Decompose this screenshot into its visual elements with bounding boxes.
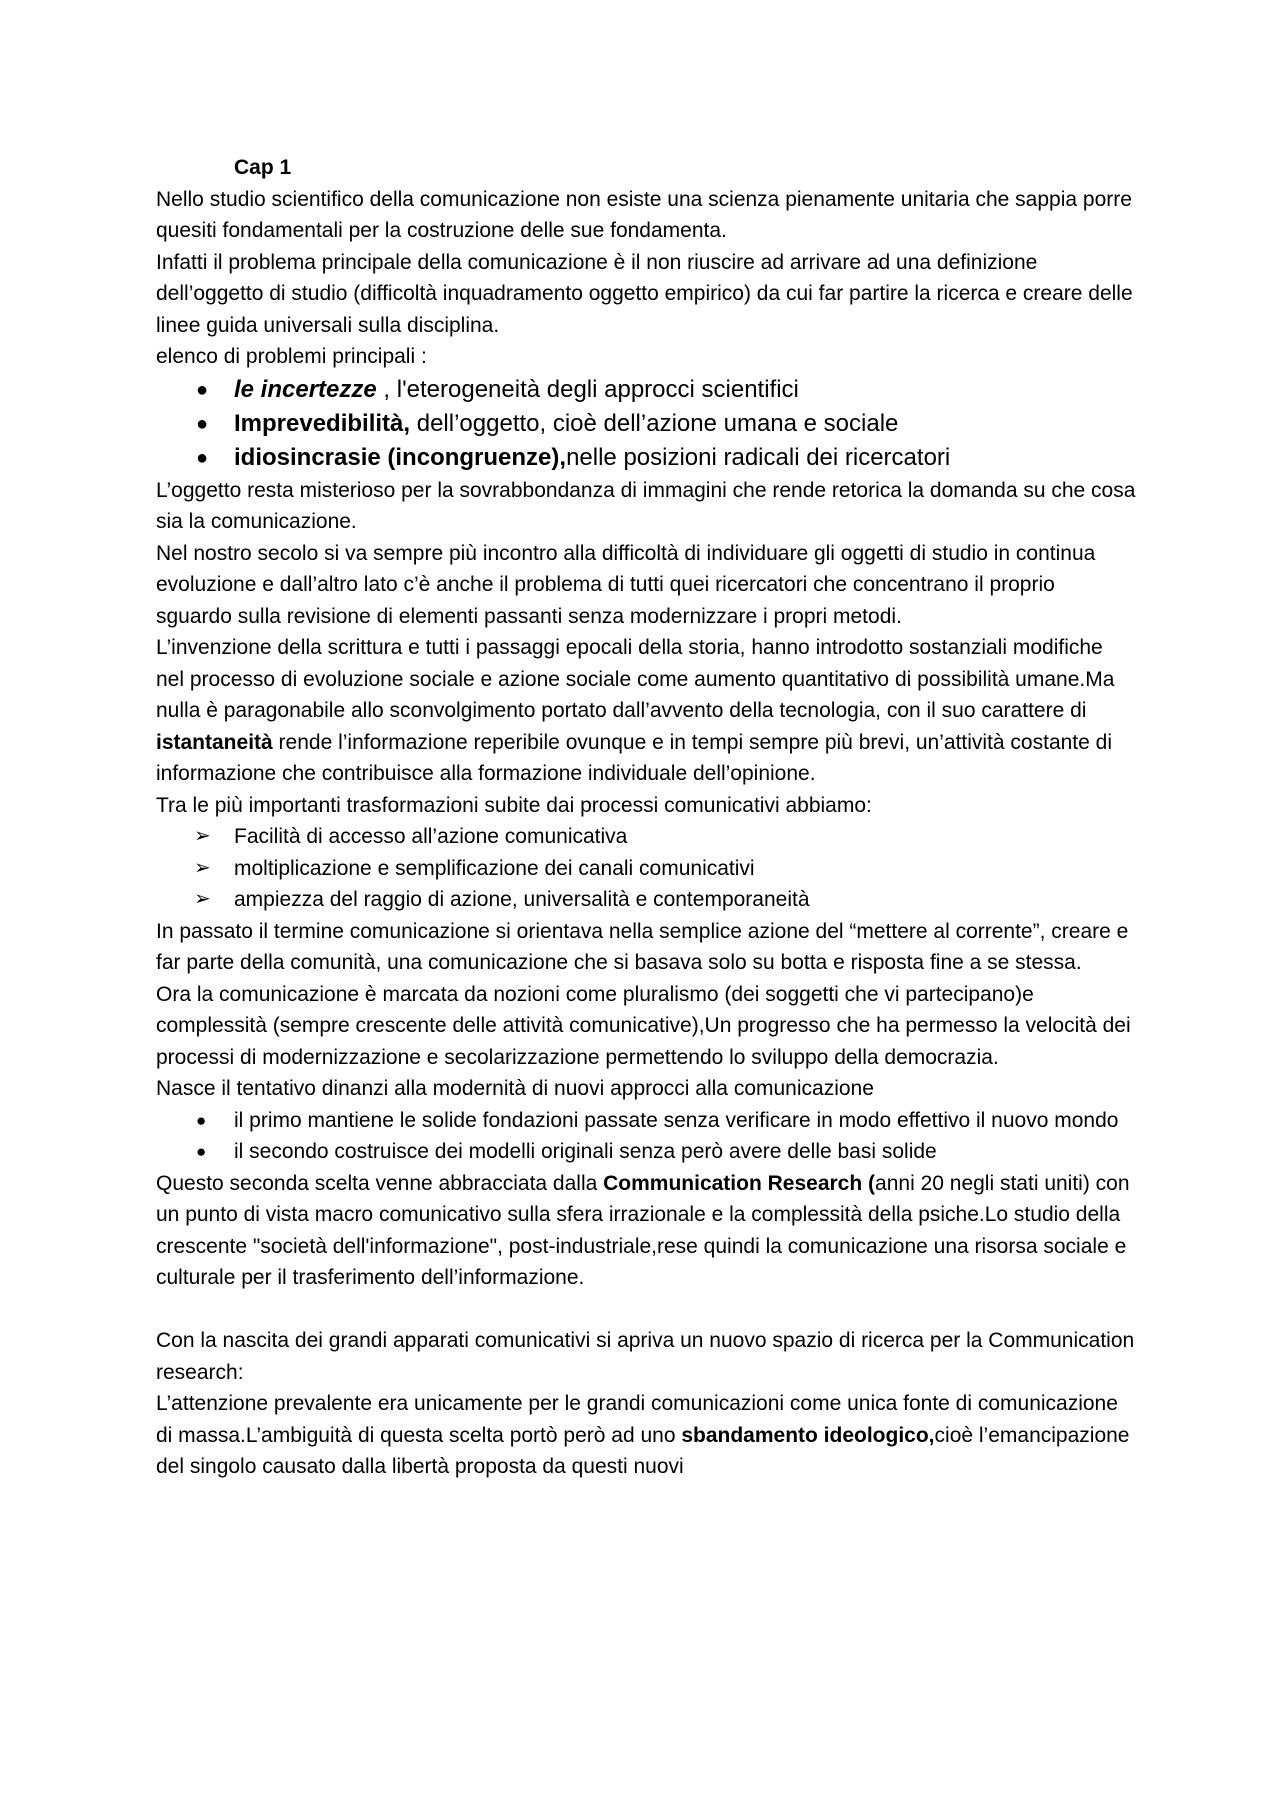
arrow-bullet-icon: ➢ xyxy=(194,825,211,847)
list-item xyxy=(156,373,1136,407)
bullet-dot-icon: ● xyxy=(196,378,209,401)
bullet-dot-icon: ● xyxy=(196,446,209,469)
list-item xyxy=(156,821,1136,853)
paragraph-13-text-end: cioè l’emancipazione del singolo causato dalla libertà proposta da questi nuovi xyxy=(156,1423,1130,1478)
bullet-dot-icon: ● xyxy=(196,1142,207,1161)
problems-list xyxy=(156,373,1136,475)
problem-description: , l'eterogeneità degli approcci scientifici xyxy=(376,375,799,403)
problem-term: idiosincrasie (incongruenze), xyxy=(234,443,567,471)
bullet-dot-icon: ● xyxy=(196,412,209,435)
list-item-text: moltiplicazione e semplificazione dei canali comunicativi xyxy=(234,856,755,880)
list-item-text: Facilità di accesso all’azione comunicativa xyxy=(234,825,628,848)
paragraph-3: elenco di problemi principali : xyxy=(156,345,427,368)
arrow-bullet-icon: ➢ xyxy=(194,888,211,910)
problem-term: le incertezze xyxy=(234,375,377,403)
list-item-text: ampiezza del raggio di azione, universalità e contemporaneità xyxy=(234,888,810,911)
paragraph-11-text: Questo seconda scelta venne abbracciata dalla xyxy=(156,1171,604,1195)
problem-description: nelle posizioni radicali dei ricercatori xyxy=(566,443,951,471)
list-item-text: il primo mantiene le solide fondazioni passate senza verificare in modo effettivo il nuovo mondo xyxy=(234,1108,1119,1132)
paragraph-13 xyxy=(156,1388,1136,1483)
paragraph-10: Nasce il tentativo dinanzi alla modernità di nuovi approcci alla comunicazione xyxy=(156,1077,874,1100)
paragraph-11-bold: Communication Research ( xyxy=(603,1171,876,1195)
list-item xyxy=(156,1105,1136,1137)
paragraph-11 xyxy=(156,1168,1136,1294)
bullet-dot-icon: ● xyxy=(196,1110,207,1130)
list-item xyxy=(156,407,1136,441)
paragraph-2: Infatti il problema principale della comunicazione è il non riuscire ad arrivare ad una definizione dell’oggetto di studio (difficoltà inquadramento oggetto empirico) da cui far partire la ricerca e creare delle linee guida universali sulla disciplina. xyxy=(156,250,1133,337)
approaches-list xyxy=(156,1105,1136,1168)
paragraph-5: Nel nostro secolo si va sempre più incontro alla difficoltà di individuare gli oggetti di studio in continua evoluzione e dall’altro lato c’è anche il problema di tutti quei ricercatori che concentrano il proprio sguardo sulla revisione di elementi passanti senza modernizzare i propri metodi. xyxy=(156,541,1096,628)
paragraph-8: In passato il termine comunicazione si orientava nella semplice azione del “mettere al corrente”, creare e far parte della comunità, una comunicazione che si basava solo su botta e risposta fine a se stessa. xyxy=(156,919,1129,974)
list-item-text: il secondo costruisce dei modelli originali senza però avere delle basi solide xyxy=(234,1140,937,1163)
paragraph-6 xyxy=(156,632,1136,790)
paragraph-6-text-end: rende l’informazione reperibile ovunque e in tempi sempre più brevi, un’attività costante di informazione che contribuisce alla formazione individuale dell’opinione. xyxy=(156,730,1112,785)
arrow-bullet-icon: ➢ xyxy=(194,856,211,879)
paragraph-11-text-end: anni 20 negli stati uniti) con un punto di vista macro comunicativo sulla sfera irrazionale e la complessità della psiche.Lo studio della crescente "società dell'informazione", post-industriale,rese quindi la comunicazione una risorsa sociale e culturale per il trasferimento dell’informazione. xyxy=(156,1171,1130,1289)
problem-term: Imprevedibilità, xyxy=(234,409,411,437)
paragraph-spacer xyxy=(156,1294,1136,1326)
paragraph-13-bold: sbandamento ideologico, xyxy=(681,1423,935,1447)
document-body xyxy=(156,152,1136,1483)
list-item xyxy=(156,853,1136,885)
transformations-list xyxy=(156,821,1136,916)
paragraph-4: L’oggetto resta misterioso per la sovrabbondanza di immagini che rende retorica la domanda su che cosa sia la comunicazione. xyxy=(156,478,1136,533)
paragraph-6-text: L’invenzione della scrittura e tutti i passaggi epocali della storia, hanno introdotto sostanziali modifiche nel processo di evoluzione sociale e azione sociale come aumento quantitativo di possibilità umane.Ma nulla è paragonabile allo sconvolgimento portato dall’avvento della tecnologia, con il suo carattere di xyxy=(156,636,1115,722)
paragraph-13-text: L’attenzione prevalente era unicamente per le grandi comunicazioni come unica fonte di comunicazione di massa.L’ambiguità di questa scelta portò però ad uno xyxy=(156,1392,1118,1447)
paragraph-6-bold: istantaneità xyxy=(156,730,273,754)
paragraph-1: Nello studio scientifico della comunicazione non esiste una scienza pienamente unitaria che sappia porre quesiti fondamentali per la costruzione delle sue fondamenta. xyxy=(156,187,1132,242)
paragraph-7: Tra le più importanti trasformazioni subite dai processi comunicativi abbiamo: xyxy=(156,793,872,817)
list-item xyxy=(156,441,1136,475)
list-item xyxy=(156,1136,1136,1168)
paragraph-9: Ora la comunicazione è marcata da nozioni come pluralismo (dei soggetti che vi partecipano)e complessità (sempre crescente delle attività comunicative),Un progresso che ha permesso la velocità dei processi di modernizzazione e secolarizzazione permettendo lo sviluppo della democrazia. xyxy=(156,982,1131,1069)
problem-description: dell’oggetto, cioè dell’azione umana e sociale xyxy=(410,409,899,437)
chapter-heading: Cap 1 xyxy=(234,156,292,179)
list-item xyxy=(156,884,1136,916)
paragraph-12: Con la nascita dei grandi apparati comunicativi si apriva un nuovo spazio di ricerca per la Communication research: xyxy=(156,1329,1135,1384)
